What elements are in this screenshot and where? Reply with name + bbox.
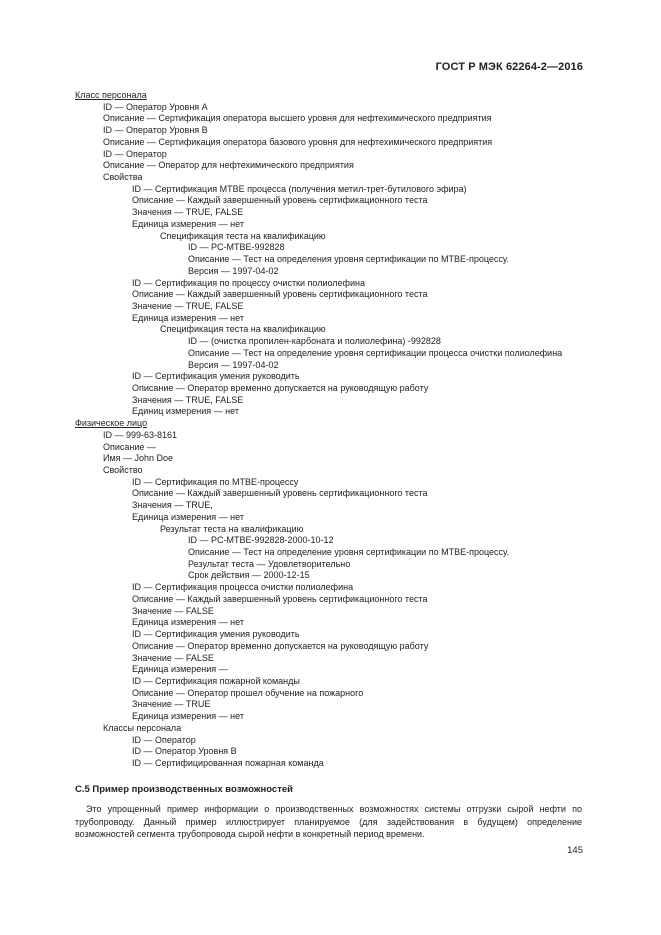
listing-line: Описание — Оператор прошел обучение на пожарного: [132, 687, 364, 698]
listing-line: ID — 999-63-8161: [103, 429, 178, 440]
listing-line: ID — Сертификация умения руководить: [132, 629, 300, 640]
listing-line: Описание — Каждый завершенный уровень сертификационного теста: [132, 593, 428, 604]
listing-line: ID — Сертификация процесса очистки полиолефина: [132, 582, 354, 593]
listing-line: Результат теста — Удовлетворительно: [188, 558, 351, 569]
listing-line: Описание — Сертификация оператора высшего уровня для нефтехимического предприятия: [103, 113, 492, 124]
listing-line: Описание — Тест на определение уровня сертификации по MTBE-процессу.: [188, 547, 510, 558]
section-title: С.5 Пример производственных возможностей: [75, 784, 293, 795]
listing-line: Описание —: [103, 441, 156, 452]
listing-line: Спецификация теста на квалификацию: [160, 324, 326, 335]
listing-heading: Класс персонала: [75, 90, 147, 100]
listing-line: ID — Оператор: [132, 734, 196, 745]
listing-line: Описание — Оператор временно допускается на руководящую работу: [132, 382, 429, 393]
listing-line: Имя — John Doe: [103, 453, 174, 464]
listing-line: Значения — TRUE, FALSE: [132, 394, 244, 405]
listing-line: Значение — TRUE, FALSE: [132, 300, 244, 311]
listing-line: Спецификация теста на квалификацию: [160, 230, 326, 241]
document-header: ГОСТ Р МЭК 62264-2—2016: [435, 61, 583, 73]
section-paragraph: Это упрощенный пример информации о производственных возможностях системы отгрузки сырой нефти по трубопроводу. Данный пример иллюстрирует планируемое (для задействования в будущем) определение возможностей сегмента трубопровода сырой нефти в конкретный период времени.: [75, 804, 582, 839]
listing-line: Единица измерения — нет: [132, 617, 244, 628]
listing-line: Версия — 1997-04-02: [188, 359, 279, 370]
listing-line: Срок действия — 2000-12-15: [188, 570, 310, 581]
listing-line: ID — Оператор Уровня В: [132, 746, 237, 757]
listing-line: Значения — TRUE, FALSE: [132, 207, 244, 218]
listing-line: Описание — Оператор временно допускается на руководящую работу: [132, 640, 429, 651]
listing-line: Единица измерения — нет: [132, 511, 244, 522]
listing-line: ID — Сертифицированная пожарная команда: [132, 757, 324, 768]
listing-line: Результат теста на квалификацию: [160, 523, 304, 534]
listing-line: Описание — Каждый завершенный уровень сертификационного теста: [132, 289, 428, 300]
model-listing: [75, 90, 595, 770]
page-number: 145: [567, 845, 583, 856]
listing-line: ID — PC-MTBE-992828: [188, 242, 285, 253]
listing-line: ID — Оператор: [103, 148, 167, 159]
listing-line: ID — Сертификация пожарной команды: [132, 675, 300, 686]
listing-line: Значение — TRUE: [132, 699, 211, 710]
listing-line: ID — (очистка пропилен-карбоната и полиолефина) -992828: [188, 336, 441, 347]
listing-line: Значения — TRUE,: [132, 500, 213, 511]
listing-line: Описание — Каждый завершенный уровень сертификационного теста: [132, 195, 428, 206]
listing-line: Классы персонала: [103, 722, 182, 733]
listing-line: ID — Сертификация MTBE процесса (получения метил-трет-бутилового эфира): [132, 183, 467, 194]
listing-line: Свойство: [103, 465, 143, 475]
listing-line: Описание — Каждый завершенный уровень сертификационного теста: [132, 488, 428, 499]
listing-line: ID — PC-MTBE-992828-2000-10-12: [188, 535, 334, 546]
listing-line: ID — Оператор Уровня А: [103, 101, 208, 112]
listing-line: Значение — FALSE: [132, 605, 214, 616]
listing-line: Описание — Тест на определение уровня сертификации процесса очистки полиолефина: [188, 347, 563, 358]
listing-heading: Физическое лицо: [75, 418, 148, 429]
listing-line: Единиц измерения — нет: [132, 406, 239, 417]
listing-line: Единица измерения — нет: [132, 312, 244, 323]
listing-line: ID — Сертификация умения руководить: [132, 371, 300, 382]
listing-line: Описание — Тест на определения уровня сертификации по MTBE-процессу.: [188, 254, 509, 265]
listing-line: ID — Сертификация по процессу очистки полиолефина: [132, 277, 365, 288]
listing-line: Единица измерения — нет: [132, 218, 244, 229]
listing-line: Единица измерения —: [132, 664, 228, 675]
listing-line: ID — Оператор Уровня В: [103, 125, 208, 136]
listing-line: Свойства: [103, 172, 143, 183]
listing-line: Значение — FALSE: [132, 652, 214, 663]
listing-line: Версия — 1997-04-02: [188, 265, 279, 276]
listing-line: Описание — Оператор для нефтехимического предприятия: [103, 160, 354, 171]
listing-line: ID — Сертификация по MTBE-процессу: [132, 476, 299, 487]
listing-line: Описание — Сертификация оператора базового уровня для нефтехимического предприятия: [103, 136, 493, 147]
listing-line: Единица измерения — нет: [132, 711, 244, 722]
